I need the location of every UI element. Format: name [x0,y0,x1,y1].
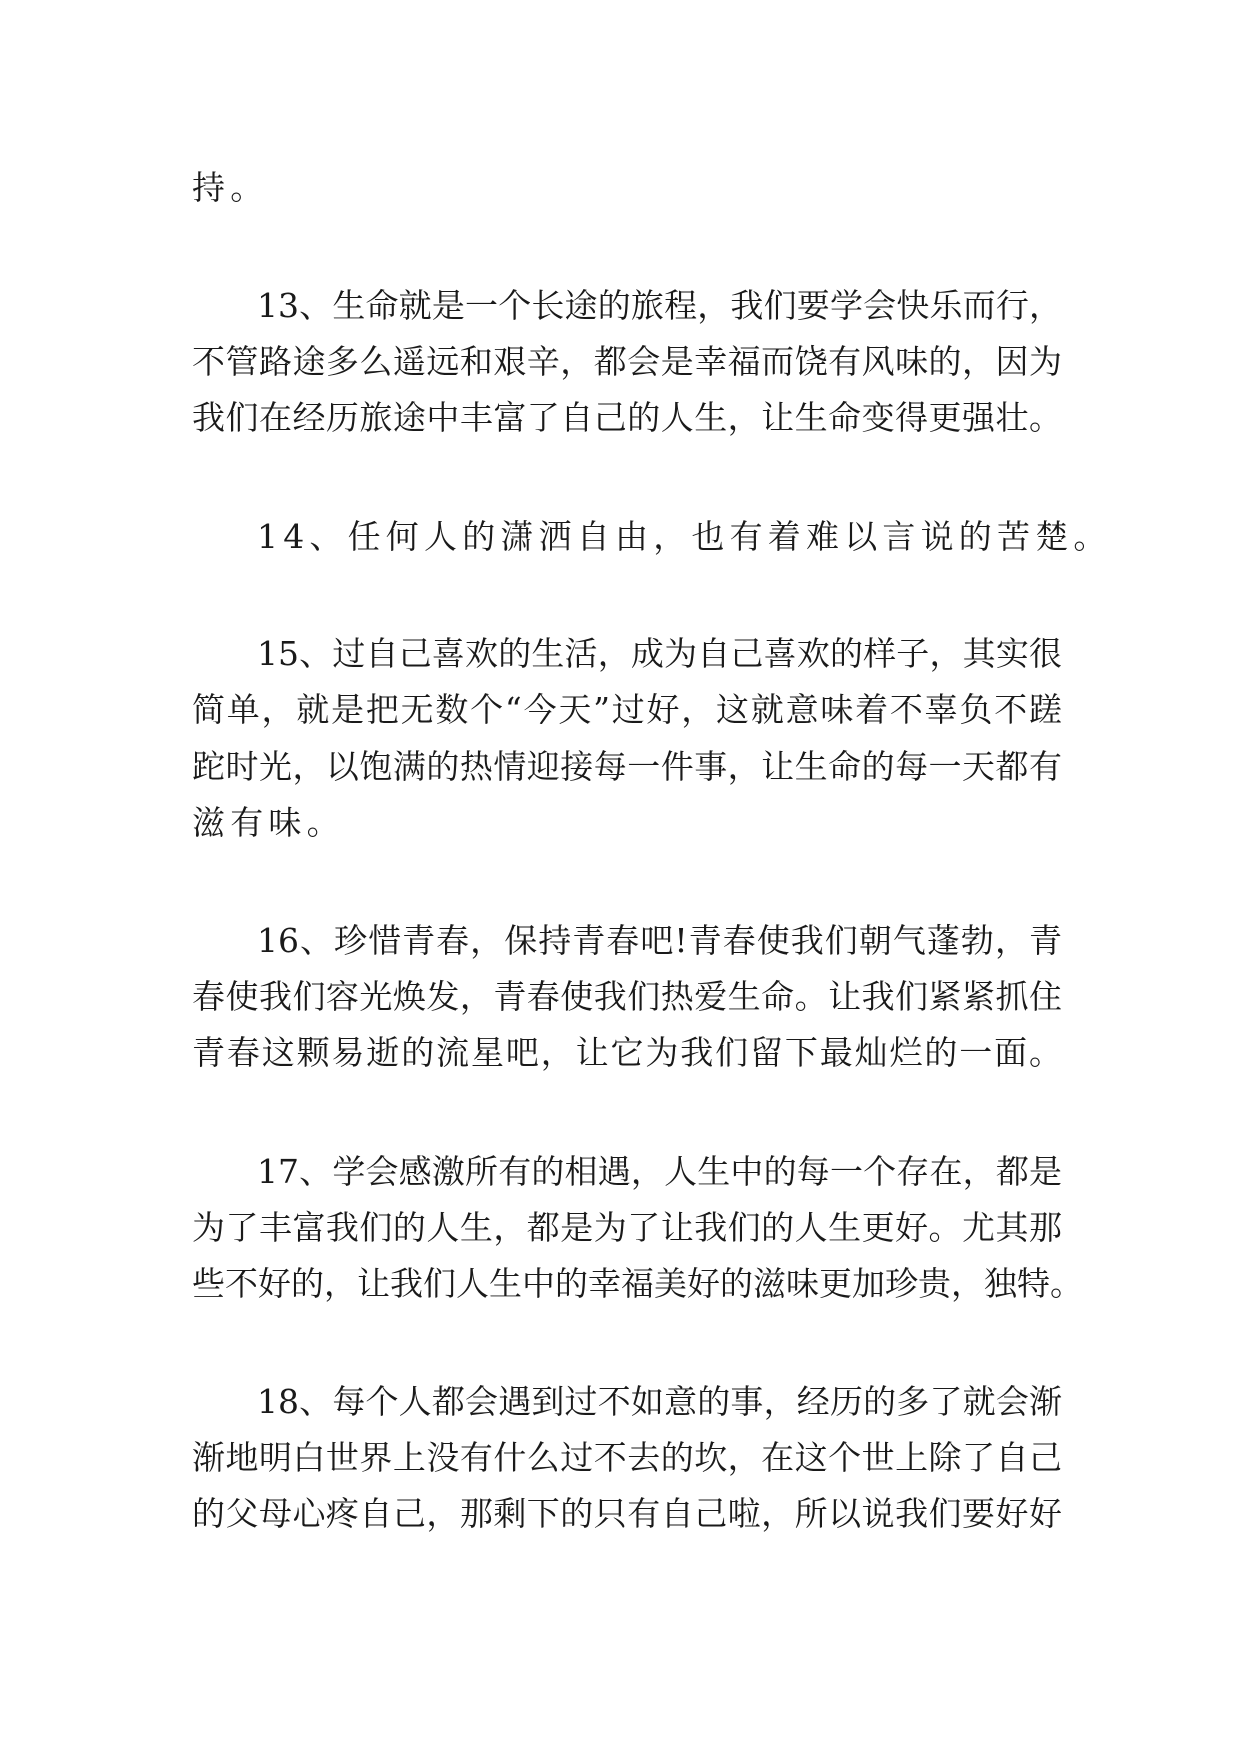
text-line: 些不好的，让我们人生中的幸福美好的滋味更加珍贵，独特。 [192,1264,1083,1303]
text-line: 13、生命就是一个长途的旅程，我们要学会快乐而行， [257,286,1062,325]
text-line: 春使我们容光焕发，青春使我们热爱生命。让我们紧紧抓住 [192,977,1062,1016]
text-line: 16、珍惜青春，保持青春吧!青春使我们朝气蓬勃，青 [257,921,1062,960]
text-line: 的父母心疼自己，那剩下的只有自己啦，所以说我们要好好 [192,1494,1062,1533]
text-line: 滋有味。 [192,803,345,842]
text-line: 渐地明白世界上没有什么过不去的坎，在这个世上除了自己 [192,1438,1062,1477]
text-line: 为了丰富我们的人生，都是为了让我们的人生更好。尤其那 [192,1208,1062,1247]
text-line: 持。 [192,168,269,207]
text-line: 18、每个人都会遇到过不如意的事，经历的多了就会渐 [257,1382,1062,1421]
text-line: 17、学会感激所有的相遇，人生中的每一个存在，都是 [257,1152,1062,1191]
text-line: 跎时光，以饱满的热情迎接每一件事，让生命的每一天都有 [192,747,1062,786]
text-line: 14、任何人的潇洒自由，也有着难以言说的苦楚。 [257,517,1112,556]
text-line: 我们在经历旅途中丰富了自己的人生，让生命变得更强壮。 [192,398,1062,437]
text-line: 青春这颗易逝的流星吧，让它为我们留下最灿烂的一面。 [192,1033,1062,1072]
text-line: 15、过自己喜欢的生活，成为自己喜欢的样子，其实很 [257,634,1062,673]
text-line: 不管路途多么遥远和艰辛，都会是幸福而饶有风味的，因为 [192,342,1062,381]
text-line: 简单，就是把无数个“今天”过好，这就意味着不辜负不蹉 [192,690,1062,729]
